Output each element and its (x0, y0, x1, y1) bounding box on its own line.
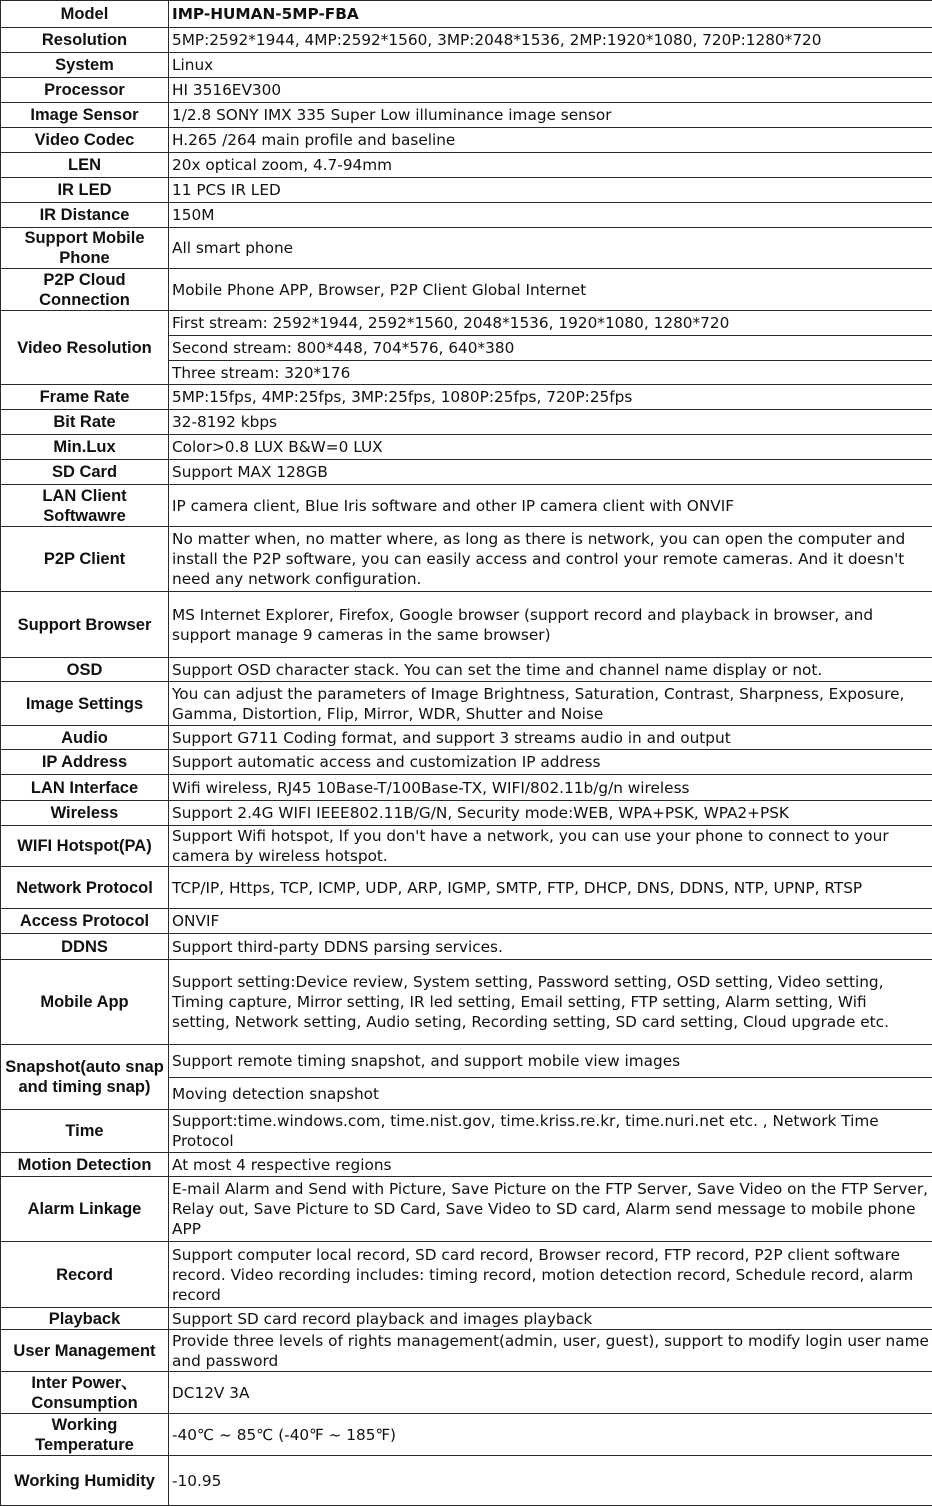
table-row (1, 726, 932, 750)
table-row (1, 1153, 932, 1177)
spec-label: Snapshot(auto snap and timing snap) (1, 1045, 169, 1110)
table-row (1, 826, 932, 867)
spec-label: OSD (1, 658, 169, 682)
spec-value: 11 PCS IR LED (169, 178, 932, 203)
spec-value: Support G711 Coding format, and support 3 streams audio in and output (169, 726, 932, 750)
spec-value: Support setting:Device review, System setting, Password setting, OSD setting, Video setting, Timing capture, Mirror setting, IR led setting, Email setting, FTP setting, Alarm setting, Wifi setting, Network setting, Audio seting, Recording setting, SD card setting, Cloud upgrade etc. (169, 960, 932, 1045)
spec-value: 1/2.8 SONY IMX 335 Super Low illuminance image sensor (169, 103, 932, 128)
table-row (1, 1372, 932, 1414)
table-row (1, 203, 932, 228)
spec-value: E-mail Alarm and Send with Picture, Save Picture on the FTP Server, Save Video on the FTP Server, Relay out, Save Picture to SD Card, Save Video to SD card, Alarm send message to mobile phone APP (169, 1177, 932, 1242)
table-row (1, 1414, 932, 1456)
spec-label: Wireless (1, 801, 169, 826)
spec-value: HI 3516EV300 (169, 78, 932, 103)
table-row (1, 460, 932, 485)
table-row (1, 775, 932, 801)
spec-value: 5MP:2592*1944, 4MP:2592*1560, 3MP:2048*1536, 2MP:1920*1080, 720P:1280*720 (169, 28, 932, 53)
spec-label: Resolution (1, 28, 169, 53)
spec-value: Wifi wireless, RJ45 10Base-T/100Base-TX, WIFI/802.11b/g/n wireless (169, 775, 932, 801)
table-row (1, 410, 932, 435)
spec-value: IMP-HUMAN-5MP-FBA (169, 1, 932, 28)
spec-value: All smart phone (169, 228, 932, 269)
table-row (1, 1330, 932, 1372)
spec-label: Inter Power、Consumption (1, 1372, 169, 1414)
spec-label: LAN Client Softwawre (1, 485, 169, 527)
table-row (1, 1456, 932, 1506)
table-row (1, 385, 932, 410)
table-row (1, 658, 932, 682)
spec-value: Moving detection snapshot (169, 1078, 932, 1110)
table-row (1, 103, 932, 128)
spec-label: User Management (1, 1330, 169, 1372)
spec-value: First stream: 2592*1944, 2592*1560, 2048*1536, 1920*1080, 1280*720 (169, 311, 932, 336)
table-row (1, 682, 932, 726)
spec-value: Support Wifi hotspot, If you don't have a network, you can use your phone to connect to your camera by wireless hotspot. (169, 826, 932, 867)
spec-label: LEN (1, 153, 169, 178)
table-row (1, 53, 932, 78)
spec-label: SD Card (1, 460, 169, 485)
spec-value: Color>0.8 LUX B&W=0 LUX (169, 435, 932, 460)
spec-value: 5MP:15fps, 4MP:25fps, 3MP:25fps, 1080P:25fps, 720P:25fps (169, 385, 932, 410)
spec-value: 150M (169, 203, 932, 228)
table-row (1, 1045, 932, 1078)
spec-value: Support computer local record, SD card record, Browser record, FTP record, P2P client software record. Video recording includes: timing record, motion detection record, Schedule record, alarm record (169, 1242, 932, 1308)
spec-label: Bit Rate (1, 410, 169, 435)
spec-label: IR Distance (1, 203, 169, 228)
spec-label: Working Humidity (1, 1456, 169, 1506)
spec-label: Time (1, 1110, 169, 1153)
spec-label: Min.Lux (1, 435, 169, 460)
spec-value: Support SD card record playback and images playback (169, 1308, 932, 1330)
table-row (1, 592, 932, 658)
spec-label: Audio (1, 726, 169, 750)
spec-value: -10.95 (169, 1456, 932, 1506)
spec-value: At most 4 respective regions (169, 1153, 932, 1177)
spec-label: P2P Client (1, 527, 169, 592)
spec-label: System (1, 53, 169, 78)
table-row (1, 311, 932, 336)
spec-label: P2P Cloud Connection (1, 269, 169, 311)
table-row (1, 178, 932, 203)
spec-value: Linux (169, 53, 932, 78)
spec-label: Mobile App (1, 960, 169, 1045)
table-row (1, 909, 932, 934)
spec-label: Frame Rate (1, 385, 169, 410)
table-row (1, 1177, 932, 1242)
table-row (1, 1308, 932, 1330)
spec-value: 20x optical zoom, 4.7-94mm (169, 153, 932, 178)
spec-label: Record (1, 1242, 169, 1308)
spec-value: Support automatic access and customization IP address (169, 750, 932, 775)
table-row (1, 78, 932, 103)
spec-label: IP Address (1, 750, 169, 775)
table-row (1, 801, 932, 826)
table-row (1, 867, 932, 909)
spec-label: Access Protocol (1, 909, 169, 934)
spec-value: DC12V 3A (169, 1372, 932, 1414)
table-row (1, 1242, 932, 1308)
spec-label: Video Codec (1, 128, 169, 153)
spec-value: Provide three levels of rights management(admin, user, guest), support to modify login user name and password (169, 1330, 932, 1372)
spec-value: ONVIF (169, 909, 932, 934)
spec-value: MS Internet Explorer, Firefox, Google browser (support record and playback in browser, and support manage 9 cameras in the same browser) (169, 592, 932, 658)
spec-value: 32-8192 kbps (169, 410, 932, 435)
table-row (1, 153, 932, 178)
spec-label: IR LED (1, 178, 169, 203)
spec-value: TCP/IP, Https, TCP, ICMP, UDP, ARP, IGMP, SMTP, FTP, DHCP, DNS, DDNS, NTP, UPNP, RTSP (169, 867, 932, 909)
spec-table-body (1, 1, 932, 1506)
spec-label: Alarm Linkage (1, 1177, 169, 1242)
spec-label: LAN Interface (1, 775, 169, 801)
spec-value: H.265 /264 main profile and baseline (169, 128, 932, 153)
table-row (1, 435, 932, 460)
spec-value: Support OSD character stack. You can set the time and channel name display or not. (169, 658, 932, 682)
spec-label: Processor (1, 78, 169, 103)
spec-label: Playback (1, 1308, 169, 1330)
spec-label: Image Settings (1, 682, 169, 726)
table-row (1, 934, 932, 960)
table-row (1, 527, 932, 592)
table-row (1, 750, 932, 775)
table-row (1, 960, 932, 1045)
table-row (1, 1, 932, 28)
spec-value: IP camera client, Blue Iris software and other IP camera client with ONVIF (169, 485, 932, 527)
table-row (1, 485, 932, 527)
spec-value: Support remote timing snapshot, and support mobile view images (169, 1045, 932, 1078)
spec-value: Support third-party DDNS parsing services. (169, 934, 932, 960)
table-row (1, 128, 932, 153)
spec-value: Second stream: 800*448, 704*576, 640*380 (169, 336, 932, 361)
table-row (1, 228, 932, 269)
spec-value: Three stream: 320*176 (169, 361, 932, 385)
table-row (1, 1110, 932, 1153)
spec-value: Support MAX 128GB (169, 460, 932, 485)
spec-value: Support 2.4G WIFI IEEE802.11B/G/N, Security mode:WEB, WPA+PSK, WPA2+PSK (169, 801, 932, 826)
spec-label: Support Mobile Phone (1, 228, 169, 269)
spec-value: -40℃ ~ 85℃ (-40℉ ~ 185℉) (169, 1414, 932, 1456)
spec-label: WIFI Hotspot(PA) (1, 826, 169, 867)
spec-label: Image Sensor (1, 103, 169, 128)
spec-label: Support Browser (1, 592, 169, 658)
spec-label: Motion Detection (1, 1153, 169, 1177)
spec-value: Mobile Phone APP, Browser, P2P Client Global Internet (169, 269, 932, 311)
spec-label: DDNS (1, 934, 169, 960)
spec-value: You can adjust the parameters of Image Brightness, Saturation, Contrast, Sharpness, Exposure, Gamma, Distortion, Flip, Mirror, WDR, Shutter and Noise (169, 682, 932, 726)
table-row (1, 28, 932, 53)
spec-label: Video Resolution (1, 311, 169, 385)
spec-label: Model (1, 1, 169, 28)
spec-label: Working Temperature (1, 1414, 169, 1456)
table-row (1, 269, 932, 311)
spec-value: No matter when, no matter where, as long as there is network, you can open the computer and install the P2P software, you can easily access and control your remote cameras. And it doesn't need any network configuration. (169, 527, 932, 592)
spec-value: Support:time.windows.com, time.nist.gov, time.kriss.re.kr, time.nuri.net etc. , Network Time Protocol (169, 1110, 932, 1153)
spec-label: Network Protocol (1, 867, 169, 909)
